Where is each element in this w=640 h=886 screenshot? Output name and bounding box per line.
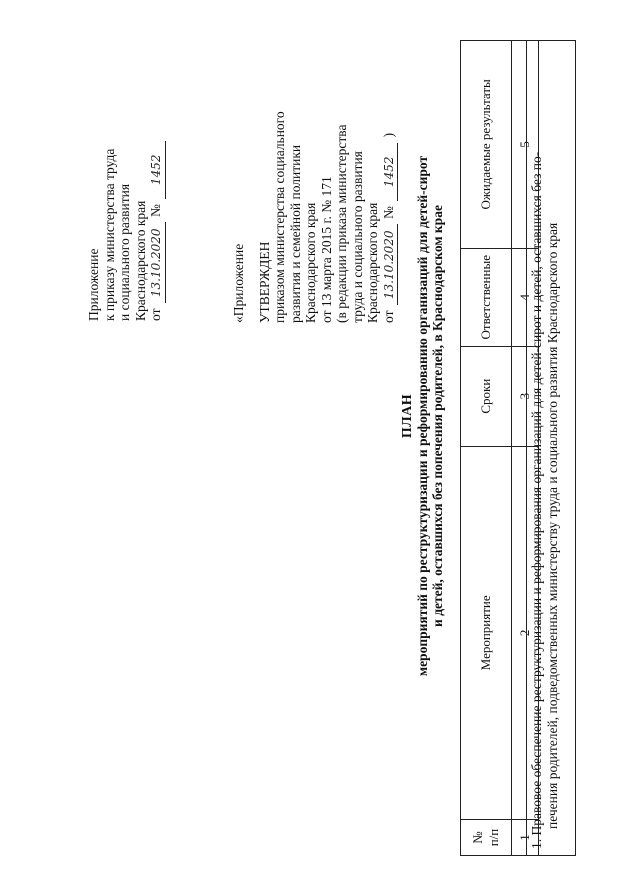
approved-line: труда и социального развития [349, 151, 365, 323]
date-prefix: от [380, 310, 396, 323]
title-line: и детей, оставшихся без попечения родителей, в Краснодарском крае [430, 205, 445, 627]
approved-line: Краснодарского края [303, 202, 318, 323]
number-prefix: № [380, 206, 396, 220]
table-header-row [461, 41, 512, 856]
section-heading [526, 40, 576, 856]
column-number: 5 [512, 41, 539, 249]
approved-line: Краснодарского края [365, 202, 380, 323]
approved-line: (в редакции приказа министерства [334, 124, 349, 323]
plan-title [400, 6, 445, 826]
appendix-line: к приказу министерства труда [101, 148, 117, 321]
appendix-line: Приложение [86, 248, 101, 321]
column-number: 4 [512, 248, 539, 346]
section-line: 1. Правовое обеспечение реструктуризации и реформирования организаций для детей-сирот и детей, оставшихся без по- [529, 151, 544, 849]
header-responsible: Ответственные [461, 248, 512, 346]
title-line: мероприятий по реструктуризации и реформированию организаций для детей-сирот [415, 155, 430, 677]
approved-date-line [381, 111, 399, 323]
header-deadlines: Сроки [461, 346, 512, 446]
appendix-header [86, 139, 166, 321]
header-number: № п/п [461, 820, 512, 856]
approved-line: развития и семейной политики [287, 144, 303, 323]
header-expected-results: Ожидаемые результаты [461, 41, 512, 249]
handwritten-number: 1452 [382, 143, 399, 201]
appendix-date-line [148, 139, 166, 321]
column-number: 3 [512, 346, 539, 446]
handwritten-date: 13.10.2020 [149, 222, 166, 303]
handwritten-date: 13.10.2020 [382, 224, 399, 305]
quote-label: «Приложение [231, 243, 246, 323]
date-prefix: от [148, 308, 163, 321]
handwritten-number: 1452 [149, 141, 166, 199]
header-activity: Мероприятие [461, 446, 512, 819]
appendix-line: Краснодарского края [132, 200, 148, 321]
title-plan: ПЛАН [400, 393, 415, 439]
appendix-line: и социального развития [117, 183, 132, 321]
approval-header [231, 111, 398, 323]
column-number: 1 [512, 820, 539, 856]
approved-heading: УТВЕРЖДЕН [256, 241, 272, 323]
approved-line: от 13 марта 2015 г. № 171 [318, 176, 334, 323]
closing-paren: ) [380, 132, 396, 138]
approved-line: приказом министерства социального [272, 111, 287, 323]
number-prefix: № [148, 204, 163, 218]
column-number: 2 [512, 446, 539, 819]
section-line: печения родителей, подведомственных министерству труда и социального развития Краснодарского края [544, 222, 560, 829]
